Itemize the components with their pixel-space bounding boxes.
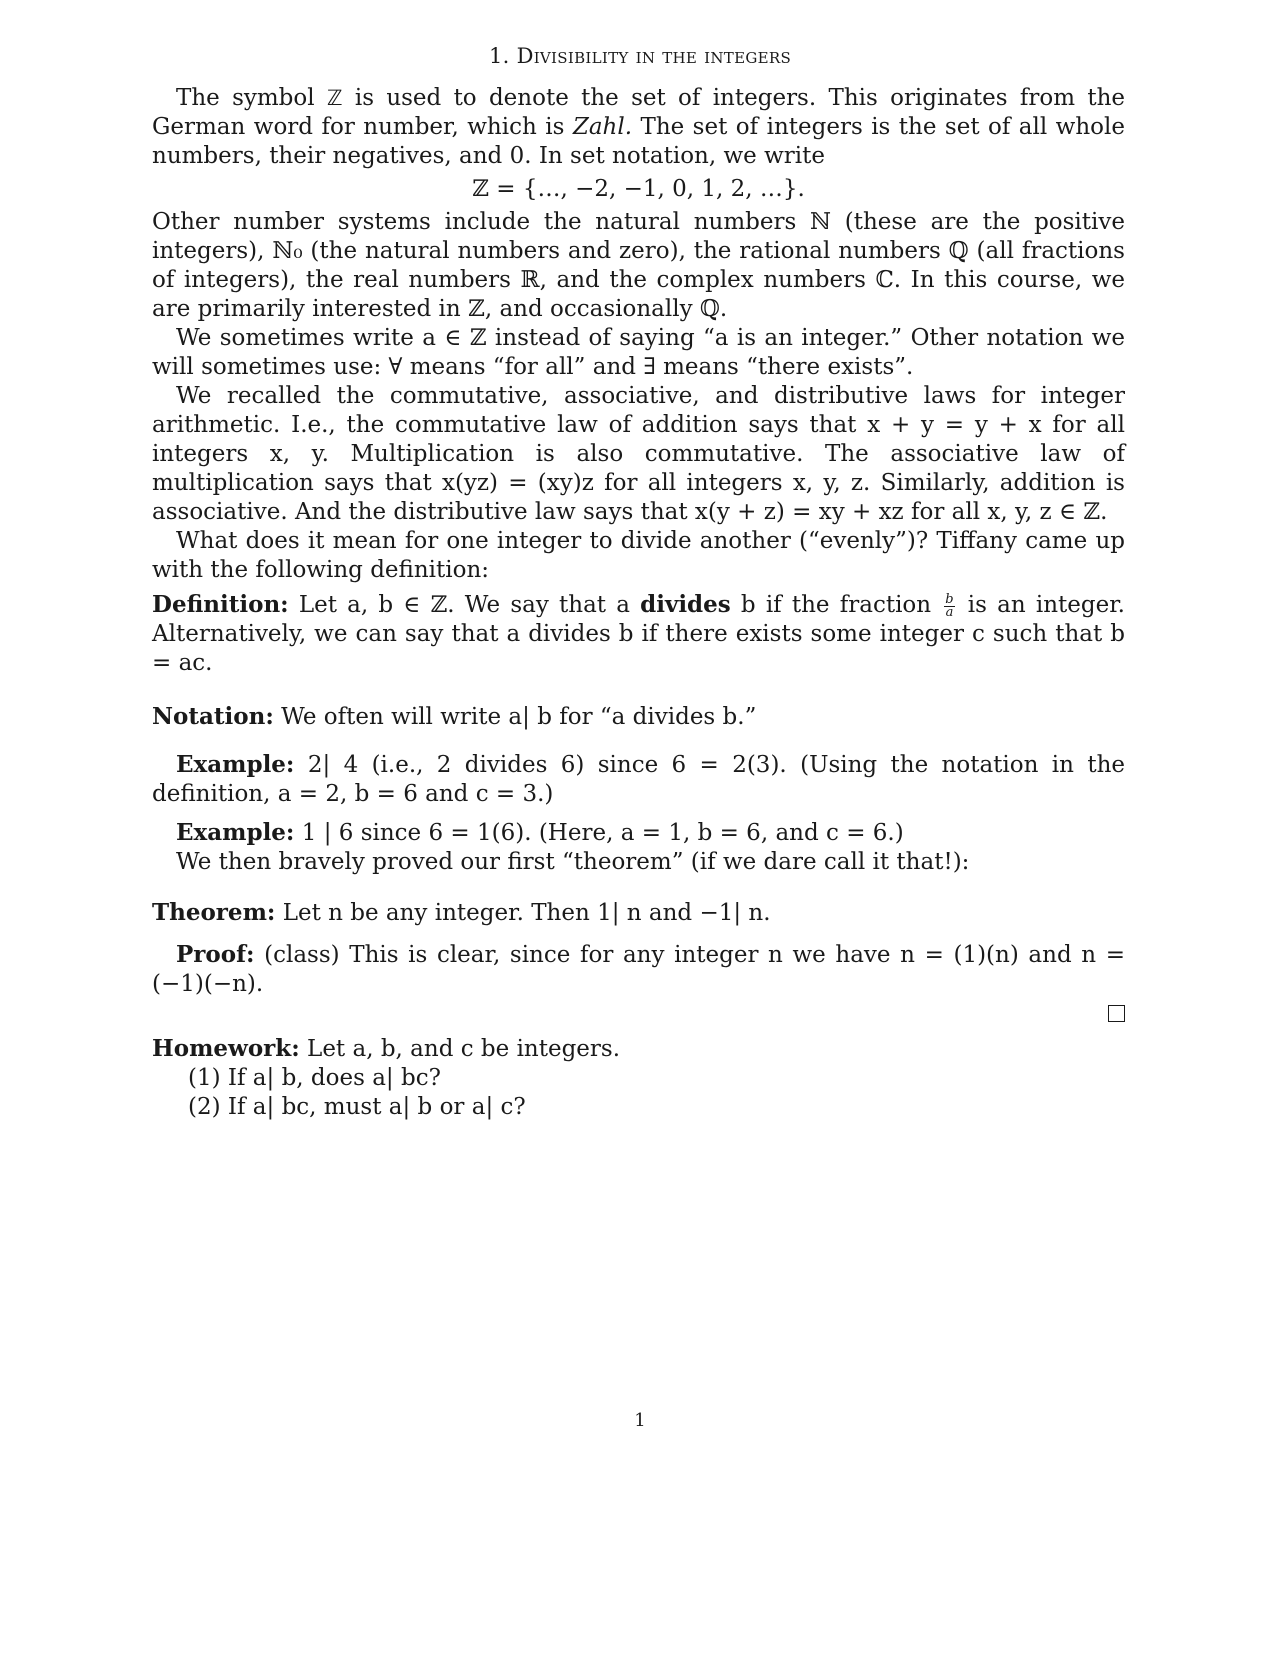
definition: Definition: Let a, b ∈ ℤ. We say that a divides b if the fraction $\frac{b}{a}$ is an integer. Alternatively, we can say that a divides b if there exists some integer c such that b = ac. bbox=[152, 591, 1125, 676]
paragraph-question: What does it mean for one integer to divide another (“evenly”)? Tiffany came up with the following definition: bbox=[152, 528, 1125, 583]
homework-label: Homework: bbox=[152, 1035, 300, 1062]
section-title bbox=[0, 44, 1280, 68]
definition-label: Definition: bbox=[152, 591, 289, 618]
paragraph-number-systems: Other number systems include the natural numbers ℕ (these are the positive integers), ℕ₀ (the natural numbers and zero), the rational numbers ℚ (all fractions of integers), the real numbers ℝ, and the complex numbers ℂ. In this course, we are primarily interested in ℤ, and occasionally ℚ. bbox=[152, 209, 1125, 322]
page-number: 1 bbox=[634, 1410, 646, 1431]
notation-block bbox=[152, 702, 1125, 732]
fraction-b-over-a: $\frac{b}{a}$ bbox=[945, 591, 954, 620]
paragraph-theorem-intro: We then bravely proved our first “theorem” (if we dare call it that!): bbox=[176, 849, 970, 875]
example-label: Example: bbox=[176, 751, 295, 778]
paragraph-notation: We sometimes write a ∈ ℤ instead of saying “a is an integer.” Other notation we will sometimes use: ∀ means “for all” and ∃ means “there exists”. bbox=[152, 325, 1125, 380]
theorem: Theorem: Let n be any integer. Then 1| n and −1| n. bbox=[152, 899, 771, 926]
proof-label: Proof: bbox=[176, 941, 255, 968]
qed-box-icon bbox=[152, 999, 1125, 1030]
proof: Proof: (class) This is clear, since for any integer n we have n = (1)(n) and n = (−1)(−n). bbox=[152, 941, 1126, 997]
theorem-label: Theorem: bbox=[152, 899, 276, 926]
example-2: Example: 1 | 6 since 6 = 1(6). (Here, a = 1, b = 6, and c = 6.) bbox=[176, 819, 904, 846]
homework-list bbox=[152, 1064, 1125, 1122]
paragraph-laws: We recalled the commutative, associative, and distributive laws for integer arithmetic. I.e., the commutative law of addition says that x + y = y + x for all integers x, y. Multiplication is also commutative. The associative law of multiplication says that x(yz) = (xy)z for all integers x, y, z. Similarly, addition is associative. And the distributive law says that x(y + z) = xy + xz for all x, y, z ∈ ℤ. bbox=[152, 383, 1125, 525]
section-heading: Divisibility in the integers bbox=[516, 44, 792, 68]
list-item: (1) If a| b, does a| bc? bbox=[188, 1065, 441, 1091]
notation-label: Notation: bbox=[152, 703, 274, 730]
homework: Homework: Let a, b, and c be integers. bbox=[152, 1035, 621, 1062]
theorem-block bbox=[152, 898, 1125, 928]
body-text bbox=[152, 84, 1125, 585]
list-item: (2) If a| bc, must a| b or a| c? bbox=[188, 1094, 526, 1120]
notation: Notation: We often will write a| b for “a divides b.” bbox=[152, 703, 757, 730]
section-number: 1. bbox=[488, 44, 510, 68]
example-label: Example: bbox=[176, 819, 295, 846]
example-block-1 bbox=[152, 750, 1125, 809]
example-block-2 bbox=[152, 818, 1125, 877]
set-notation-display: ℤ = {…, −2, −1, 0, 1, 2, …}. bbox=[472, 176, 805, 202]
paragraph-intro: The symbol ℤ is used to denote the set of integers. This originates from the German word for number, which is Zahl. The set of integers is the set of all whole numbers, their negatives, and 0. In set notation, we write bbox=[152, 85, 1125, 169]
definition-block bbox=[152, 590, 1125, 678]
example-1: Example: 2| 4 (i.e., 2 divides 6) since 6 = 2(3). (Using the notation in the definition, a = 2, b = 6 and c = 3.) bbox=[152, 751, 1126, 807]
homework-block bbox=[152, 1034, 1125, 1122]
proof-block bbox=[152, 940, 1125, 1030]
